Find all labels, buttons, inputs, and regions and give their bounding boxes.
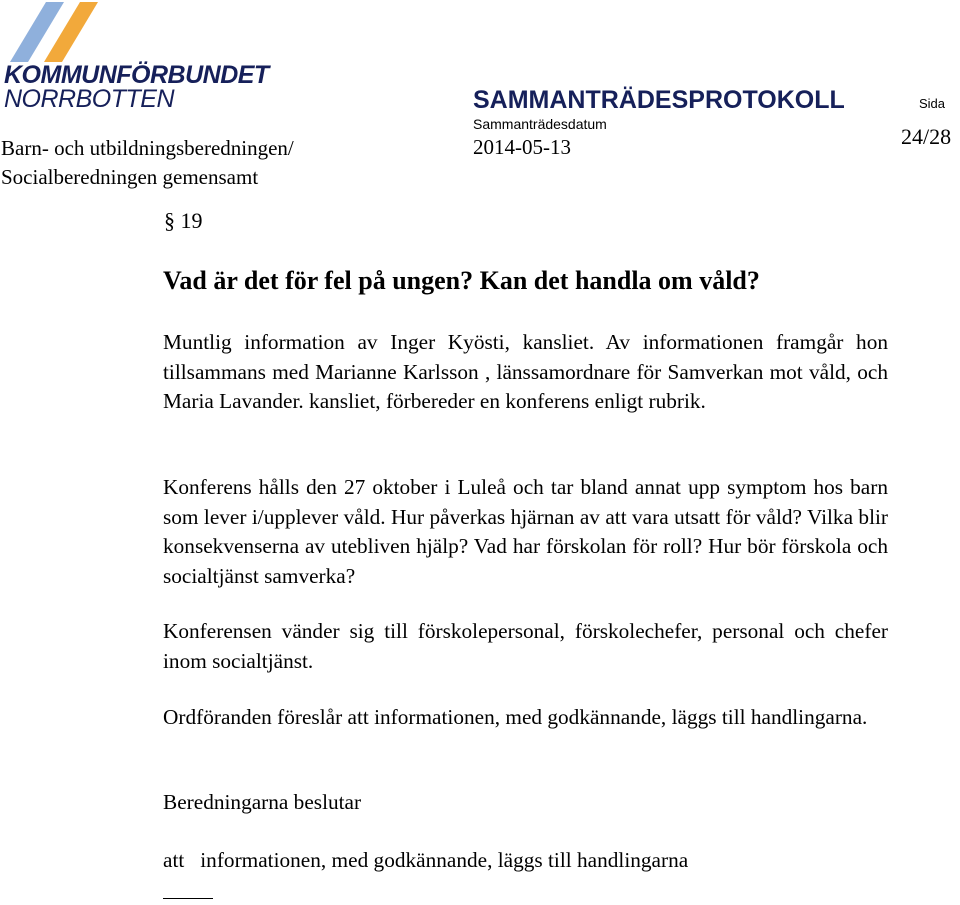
decision-text: att informationen, med godkännande, läggs till handlingarna xyxy=(163,848,689,872)
date-label: Sammanträdesdatum xyxy=(473,116,607,132)
page-number: 24/28 xyxy=(901,124,952,149)
body-paragraph: Konferensen vänder sig till förskolepersonal, förskolechefer, personal och chefer inom socialtjänst. xyxy=(163,619,888,673)
page-label: Sida xyxy=(919,96,946,111)
document-title: SAMMANTRÄDESPROTOKOLL xyxy=(473,86,845,114)
body-paragraph: Muntlig information av Inger Kyösti, kansliet. Av informationen framgår hon tillsammans med Marianne Karlsson , länssamordnare för Samverkan mot våld, och Maria Lavander. kansliet, förbereder en konferens enligt rubrik. xyxy=(163,330,888,413)
signature-line xyxy=(163,898,213,899)
logo xyxy=(0,0,270,112)
logo-stripes-icon xyxy=(0,0,110,62)
meeting-date: 2014-05-13 xyxy=(473,135,571,159)
organization-line1: Barn- och utbildningsberedningen/ xyxy=(1,136,294,160)
body-paragraph: Ordföranden föreslår att informationen, med godkännande, läggs till handlingarna. xyxy=(163,705,868,729)
paragraph-number: § 19 xyxy=(164,208,203,233)
organization-line2: Socialberedningen gemensamt xyxy=(1,165,259,189)
logo-line2: NORRBOTTEN xyxy=(4,85,174,113)
section-heading: Vad är det för fel på ungen? Kan det handla om våld? xyxy=(163,266,760,295)
decision-label: Beredningarna beslutar xyxy=(163,790,362,814)
body-paragraph: Konferens hålls den 27 oktober i Luleå och tar bland annat upp symptom hos barn som lever i/upplever våld. Hur påverkas hjärnan av att vara utsatt för våld? Vilka blir konsekvenserna av utebliven hjälp? Vad har förskolan för roll? Hur bör förskola och socialtjänst samverka? xyxy=(163,475,888,588)
logo-line1: KOMMUNFÖRBUNDET xyxy=(4,61,269,89)
